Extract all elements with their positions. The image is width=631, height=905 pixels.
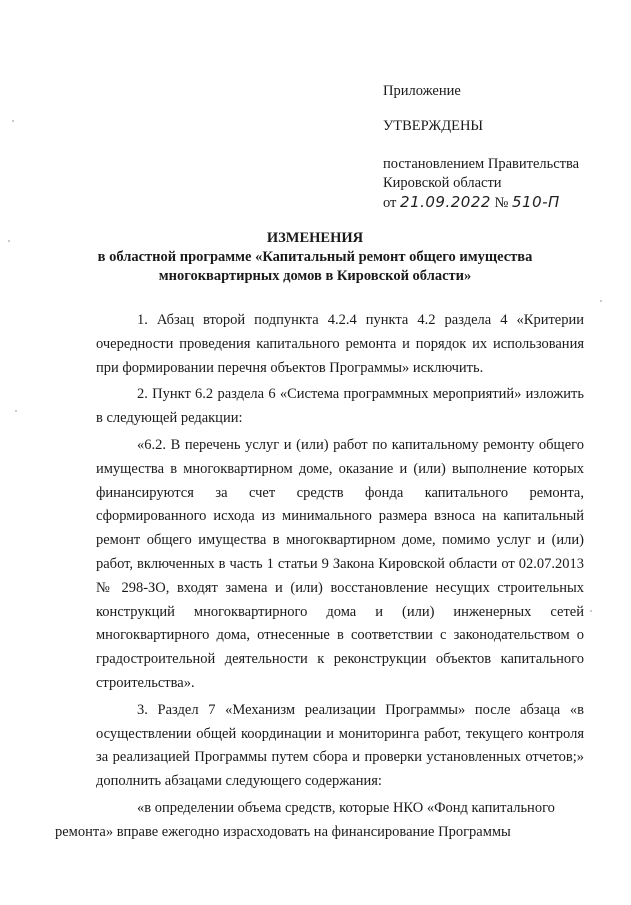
heading-line-2: в областной программе «Капитальный ремонт общего имущества xyxy=(97,249,533,265)
scan-speck xyxy=(590,610,592,612)
handwritten-date: 21.09.2022 xyxy=(400,193,491,211)
paragraph-5-line-2: ремонта» вправе ежегодно израсходовать на финансирование Программы xyxy=(55,823,511,840)
from-prefix: от xyxy=(383,195,397,211)
decree-line-2: Кировской области xyxy=(383,175,502,191)
paragraph-4: 3. Раздел 7 «Механизм реализации Программы» после абзаца «в осуществлении общей координации и мониторинга работ, текущего контроля за реализацией Программы путем сбора и проверки установленных отчетов;» дополнить абзацами следующего содержания: xyxy=(96,701,584,790)
scan-speck xyxy=(15,410,17,412)
appendix-label: Приложение xyxy=(383,83,461,99)
heading-title: ИЗМЕНЕНИЯ xyxy=(266,230,364,246)
decree-line-1: постановлением Правительства xyxy=(383,156,580,172)
paragraph-2: 2. Пункт 6.2 раздела 6 «Система программных мероприятий» изложить в следующей редакции: xyxy=(96,386,584,427)
approved-label: УТВЕРЖДЕНЫ xyxy=(383,118,484,134)
paragraph-5-line-1: «в определении объема средств, которые НКО «Фонд капитального xyxy=(137,799,555,816)
handwritten-number: 510-П xyxy=(512,193,560,211)
number-sign: № xyxy=(494,195,509,211)
paragraph-1: 1. Абзац второй подпункта 4.2.4 пункта 4.2 раздела 4 «Критерии очередности проведения капитального ремонта и порядок их использования при формировании перечня объектов Программы» исключить. xyxy=(96,312,584,376)
document-heading xyxy=(60,229,570,286)
scan-speck xyxy=(12,120,14,122)
appendix-block xyxy=(383,82,579,213)
scan-speck xyxy=(8,240,10,242)
decree-date-line xyxy=(383,193,579,213)
paragraph-3: «6.2. В перечень услуг и (или) работ по капитальному ремонту общего имущества в многоквартирном доме, оказание и (или) выполнение которых финансируются за счет средств фонда капитального ремонта, сформированного исхода из минимального размера взноса на капитальный ремонт общего имущества в многоквартирном доме, помимо услуг и (или) работ, включенных в часть 1 статьи 9 Закона Кировской области от 02.07.2013 № 298-ЗО, входят замена и (или) восстановление несущих строительных конструкций многоквартирного дома и (или) инженерных сетей многоквартирного дома, отнесенные в соответствии с законодательством о градостроительной деятельности к реконструкции объектов капитального строительства». xyxy=(96,436,584,691)
paragraph-5 xyxy=(55,797,584,845)
heading-line-3: многоквартирных домов в Кировской области» xyxy=(158,268,472,284)
scan-speck xyxy=(600,300,602,302)
document-body xyxy=(55,309,584,845)
